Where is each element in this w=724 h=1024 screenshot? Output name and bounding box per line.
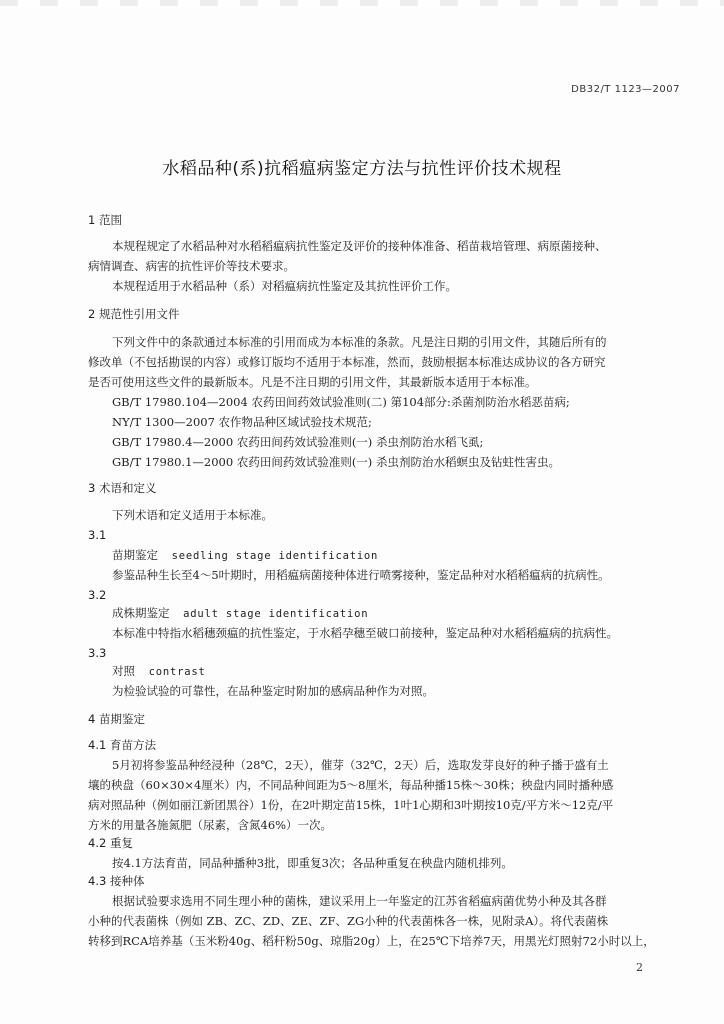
reference-2: NY/T 1300—2007 农作物品种区域试验技术规范;	[112, 415, 372, 429]
section-4-1-line-1: 5月初将参鉴品种经浸种（28℃，2天），催芽（32℃，2天）后，选取发芽良好的种子播于盛有土	[112, 758, 609, 772]
term-3-2-chinese: 成株期鉴定	[112, 606, 170, 620]
term-3-1-definition: 参鉴品种生长至4～5叶期时，用稻瘟病菌接种体进行喷雾接种，鉴定品种对水稻稻瘟病的抗病性。	[112, 568, 610, 582]
section-1-para-1-line-2: 病情调查、病害的抗性评价等技术要求。	[88, 259, 295, 273]
section-4-2-line-1: 按4.1方法育苗，同品种播种3批，即重复3次；各品种重复在秧盘内随机排列。	[112, 856, 513, 870]
page-number: 2	[636, 961, 643, 974]
term-3-3-name	[112, 663, 206, 680]
section-1-heading: 1 范围	[88, 213, 122, 227]
term-3-1-english: seedling stage identification	[171, 550, 379, 562]
section-1-para-1-line-1: 本规程规定了水稻品种对水稻稻瘟病抗性鉴定及评价的接种体准备、稻苗栽培管理、病原菌接种、	[112, 239, 607, 253]
term-3-3-chinese: 对照	[112, 664, 135, 678]
section-2-para-line-2: 修改单（不包括勘误的内容）或修订版均不适用于本标准，然而，鼓励根据本标准达成协议的各方研究	[88, 355, 606, 369]
section-4-1-line-3: 病对照品种（例如丽江新团黑谷）1份，在2叶期定苗15株，1叶1心期和3叶期按10克/平方米～12克/平	[88, 798, 614, 812]
section-2-para-line-3: 是否可使用这些文件的最新版本。凡是不注日期的引用文件，其最新版本适用于本标准。	[88, 375, 537, 389]
term-3-2-definition: 本标准中特指水稻穗颈瘟的抗性鉴定，于水稻孕穗至破口前接种，鉴定品种对水稻稻瘟病的抗病性。	[112, 626, 618, 640]
term-3-1-name	[112, 547, 378, 564]
section-4-3-line-1: 根据试验要求选用不同生理小种的菌株，建议采用上一年鉴定的江苏省稻瘟病菌优势小种及其各群	[112, 894, 607, 908]
section-4-1-line-2: 壤的秧盘（60×30×4厘米）内，不同品种间距为5～8厘米，每品种播15株～30株；秧盘内同时播种感	[88, 778, 614, 792]
reference-4: GB/T 17980.1—2000 农药田间药效试验准则(一) 杀虫剂防治水稻螟虫及钻蛀性害虫。	[112, 455, 560, 469]
section-3-heading: 3 术语和定义	[88, 481, 157, 495]
term-3-2-name	[112, 605, 368, 622]
section-4-3-line-2: 小种的代表菌株（例如 ZB、ZC、ZD、ZE、ZF、ZG小种的代表菌株各一株，见附录A）。将代表菌株	[88, 914, 609, 928]
term-3-3-definition: 为检验试验的可靠性，在品种鉴定时附加的感病品种作为对照。	[112, 684, 434, 698]
standard-code: DB32/T 1123—2007	[571, 84, 680, 95]
term-3-1-number: 3.1	[88, 528, 107, 542]
section-4-heading: 4 苗期鉴定	[88, 712, 145, 726]
reference-3: GB/T 17980.4—2000 农药田间药效试验准则(一) 杀虫剂防治水稻飞虱;	[112, 435, 484, 449]
term-3-2-english: adult stage identification	[183, 608, 369, 620]
section-4-2-heading: 4.2 重复	[88, 836, 133, 850]
section-1-para-2: 本规程适用于水稻品种（系）对稻瘟病抗性鉴定及其抗性评价工作。	[112, 279, 457, 293]
section-4-3-heading: 4.3 接种体	[88, 874, 145, 888]
section-2-para-line-1: 下列文件中的条款通过本标准的引用而成为本标准的条款。凡是注日期的引用文件，其随后所有的	[112, 335, 607, 349]
term-3-2-number: 3.2	[88, 588, 107, 602]
section-3-intro: 下列术语和定义适用于本标准。	[112, 508, 273, 522]
document-title: 水稻品种(系)抗稻瘟病鉴定方法与抗性评价技术规程	[162, 159, 562, 179]
reference-1: GB/T 17980.104—2004 农药田间药效试验准则(二) 第104部分:杀菌剂防治水稻恶苗病;	[112, 395, 570, 409]
section-4-1-heading: 4.1 育苗方法	[88, 738, 156, 752]
section-4-3-line-3: 转移到RCA培养基（玉米粉40g、稻秆粉50g、琼脂20g）上，在25℃下培养7天，用黑光灯照射72小时以上，	[88, 934, 655, 948]
term-3-3-english: contrast	[148, 666, 206, 678]
section-2-heading: 2 规范性引用文件	[88, 307, 180, 321]
term-3-1-chinese: 苗期鉴定	[112, 548, 158, 562]
term-3-3-number: 3.3	[88, 646, 107, 660]
scan-artifact	[0, 0, 724, 6]
section-4-1-line-4: 方米的用量各施氮肥（尿素，含氮46%）一次。	[88, 818, 333, 832]
